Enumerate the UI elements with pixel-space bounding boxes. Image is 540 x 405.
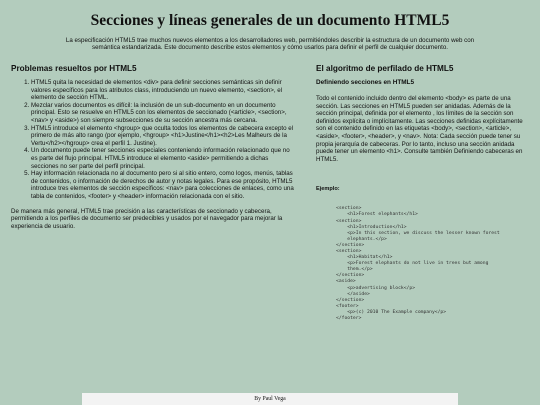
left-heading: Problemas resueltos por HTML5	[11, 64, 137, 73]
code-line: <section>	[336, 249, 362, 254]
list-item: 5. Hay información relacionada no al documento pero si al sitio entero, como logos, menús, tablas de contenidos, o información de derechos de autor y notas legales. Para ese propósito, HTML5 introduce tres elementos de sección específicos: <nav> para colecciones de enlaces, como una tabla de contenidos, <footer> y <header> información relacionada con el sitio.	[31, 170, 296, 200]
code-line: <p>In this section, we discuss the lesser known forest	[336, 230, 500, 236]
right-subheading: Definiendo secciones en HTML5	[316, 79, 415, 86]
page-title: Secciones y líneas generales de un documento HTML5	[90, 12, 450, 29]
code-line: </section>	[336, 297, 365, 303]
list-item: 2. Mezclar varios documentos es difícil: la inclusión de un sub-documento en un documento principal. Esto se resuelve en HTML5 con los elementos de seccionado (<article>, <section>, <nav> y <aside>) son siempre subsecciones de su sección ancestra más cercana.	[31, 102, 296, 125]
code-line: <p>Forest elephants do not live in trees but among	[336, 261, 489, 267]
code-line: <p>(c) 2010 The Example company</p>	[336, 309, 447, 315]
footer-credit: By Paul Vega	[82, 393, 458, 405]
code-line: </section>	[336, 273, 365, 279]
code-line: <h1>Introduction</h1>	[336, 224, 407, 230]
left-column	[11, 64, 296, 230]
code-line: <h1>Habitat</h1>	[336, 255, 393, 261]
example-label: Ejemplo:	[316, 186, 340, 193]
code-line: </section>	[336, 242, 365, 248]
code-line: <section>	[336, 218, 362, 224]
code-line: <p>advertising block</p>	[336, 285, 416, 291]
code-line: <footer>	[336, 303, 359, 309]
code-line: elephants.</p>	[336, 236, 387, 242]
code-line: </footer>	[336, 316, 362, 322]
code-line: </aside>	[336, 291, 370, 297]
list-item: 3. HTML5 introduce el elemento <hgroup> que oculta todos los elementos de cabecera excepto el primero de más alto rango (por ejemplo, <hgroup> <h1>Justine</h1><h2>Les Malheurs de la Vertu</h2></hgroup> crea el perfil 1. Justine).	[31, 125, 296, 148]
right-heading: El algoritmo de perfilado de HTML5	[316, 64, 454, 73]
problems-list	[11, 79, 296, 201]
intro-paragraph: La especificación HTML5 trae muchos nuevos elementos a los desarrolladores web, permitiéndoles describir la estructura de un documento web con semántica estandarizada. Este documento describe estos elementos y cómo usarlos para definir el perfil de cualquier documento.	[65, 37, 475, 52]
code-line: them.</p>	[336, 267, 373, 273]
code-line: <section>	[336, 206, 362, 212]
right-column	[316, 64, 530, 322]
list-item: 1. HTML5 quita la necesidad de elementos <div> para definir secciones semánticas sin definir valores específicos para los atributos class, introduciendo un nuevo elemento, <section>, el elemento de sección HTML.	[31, 79, 296, 102]
code-line: <aside>	[336, 279, 356, 285]
closing-paragraph: De manera más general, HTML5 trae precisión a las características de seccionado y cabecera, permitiendo a los perfiles de documento ser predecibles y usados por el navegador para mejorar la experiencia de usuario.	[11, 207, 283, 230]
code-example	[336, 206, 530, 322]
list-item: 4. Un documento puede tener secciones especiales conteniendo información relacionado que no es parte del flujo principal. HTML5 introduce el elemento <aside> permitiendo a dichas secciones no ser parte del perfil principal.	[31, 147, 296, 170]
right-body-paragraph: Todo el contenido incluido dentro del elemento <body> es parte de una sección. Las secciones en HTML5 pueden ser anidadas. Además de la sección principal, definida por el elemento , los límites de la sección son definidos explícita o implícitamente. Las secciones definidas explícitamente son el contenido definido en las etiquetas <body>, <section>, <article>, <aside>, <footer>, <header>, y <nav>. Nota: Cada sección puede tener su propia jerarquía de cabeceras. Por lo tanto, incluso una sección anidada puede tener un elemento <h1>. Consulte también Definiendo cabeceras en HTML5.	[316, 95, 523, 163]
code-line: <h1>Forest elephants</h1>	[336, 212, 418, 218]
